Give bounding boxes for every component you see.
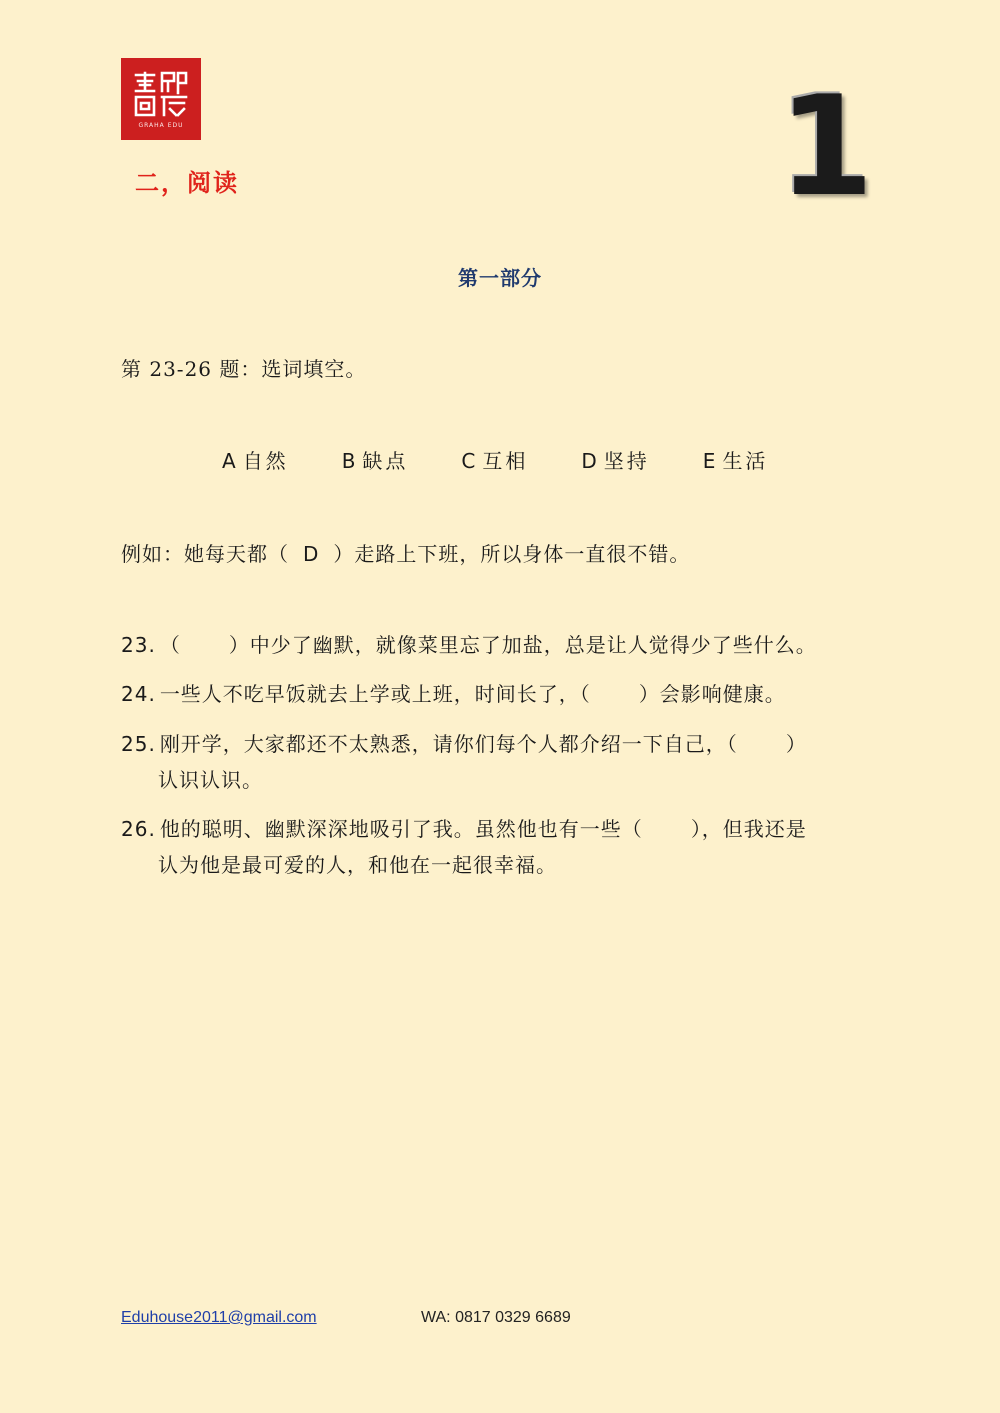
option-letter: E	[702, 449, 716, 473]
option-letter: C	[461, 449, 476, 473]
word-option	[461, 445, 528, 474]
question-number: 23.	[121, 633, 156, 657]
question-number: 26.	[121, 817, 156, 841]
question-number: 24.	[121, 682, 156, 706]
question-23	[121, 627, 817, 663]
question-text-after: ），但我还是	[690, 817, 807, 841]
option-word: 缺点	[362, 449, 409, 473]
footer-whatsapp: WA: 0817 0329 6689	[421, 1309, 571, 1326]
option-word: 自然	[242, 449, 289, 473]
section-heading: 二，阅读	[135, 168, 239, 197]
option-letter: D	[581, 449, 597, 473]
question-text-before: 刚开学，大家都还不太熟悉，请你们每个人都介绍一下自己，（	[159, 732, 738, 756]
question-text-after: ）	[785, 732, 807, 756]
part-title: 第一部分	[458, 266, 542, 290]
example-suffix: ）走路上下班，所以身体一直很不错。	[333, 542, 691, 566]
question-text-continued: 认识认识。	[158, 768, 263, 792]
question-24	[121, 676, 786, 712]
option-word: 坚持	[603, 449, 650, 473]
question-text-before: 一些人不吃早饭就去上学或上班，时间长了，（	[159, 682, 591, 706]
question-25	[121, 726, 807, 798]
question-text-before: 他的聪明、幽默深深地吸引了我。虽然他也有一些（	[159, 817, 643, 841]
question-26	[121, 811, 807, 883]
brand-logo	[121, 58, 201, 140]
logo-subtext: GRAHA EDU	[138, 122, 184, 129]
option-word: 生活	[722, 449, 769, 473]
option-letter: B	[341, 449, 356, 473]
option-word: 互相	[482, 449, 529, 473]
instruction-text: 第 23-26 题：选词填空。	[121, 357, 367, 381]
question-text-after: ）中少了幽默，就像菜里忘了加盐，总是让人觉得少了些什么。	[228, 633, 817, 657]
question-text-before: （	[159, 633, 181, 657]
seal-logo-icon	[132, 69, 190, 119]
word-option	[222, 445, 289, 474]
word-option	[703, 445, 769, 474]
option-letter: A	[222, 449, 236, 473]
word-option	[581, 445, 649, 474]
footer-email-link[interactable]: Eduhouse2011@gmail.com	[121, 1309, 317, 1326]
example-answer: D	[303, 542, 320, 566]
page-number: 1	[778, 66, 875, 227]
example-sentence	[121, 538, 690, 567]
word-option	[342, 445, 409, 474]
question-text-continued: 认为他是最可爱的人，和他在一起很幸福。	[158, 853, 557, 877]
question-text-after: ）会影响健康。	[638, 682, 786, 706]
word-bank	[222, 445, 768, 474]
example-prefix: 例如：她每天都（	[121, 542, 289, 566]
question-number: 25.	[121, 732, 156, 756]
